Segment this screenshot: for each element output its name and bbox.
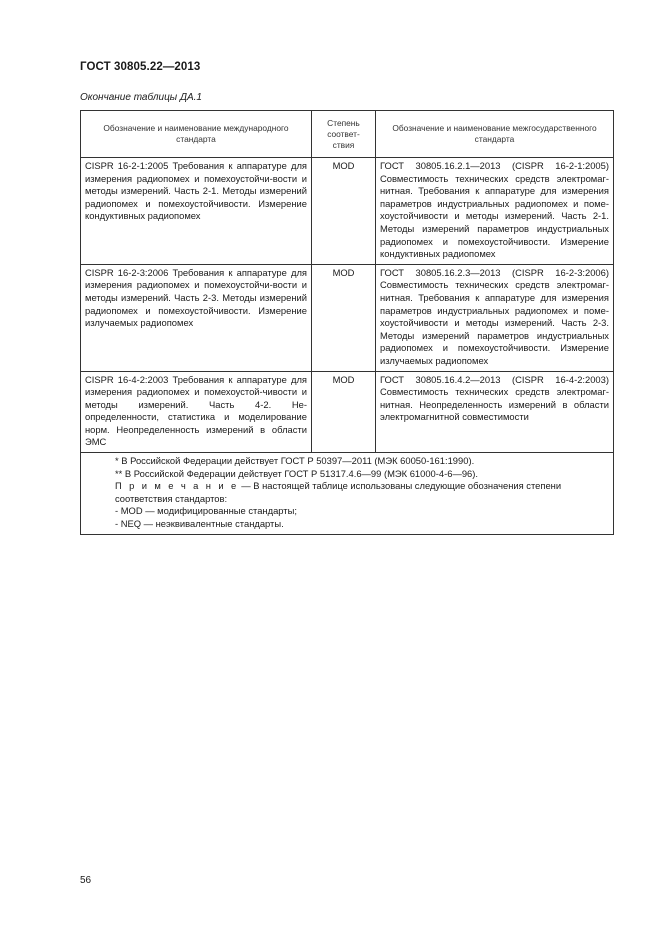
footnote-1: * В Российской Федерации действует ГОСТ Р 50397—2011 (МЭК 60050-161:1990). xyxy=(115,455,475,467)
cell-degree: MOD xyxy=(312,371,376,453)
table-header-row xyxy=(81,111,614,158)
cell-international-standard: CISPR 16-4-2:2003 Требования к аппаратуре для измерения радиопомех и помехоустой-чивости и методы измерений. Часть 4-2. Не-определенности, статистика и моделирование норм. Неопределенность измерений в области ЭМС xyxy=(81,371,312,453)
table-row xyxy=(81,371,614,453)
cell-interstate-standard: ГОСТ 30805.16.2.3—2013 (CISPR 16-2-3:2006) Совместимость технических средств электромаг-нитная. Требования к аппаратуре для измерения параметров индустриальных радиопомех и поме-хоустойчивости и методы измерений. Часть 2-3. Методы измерений параметров индустриальных радиопомех и помехоустойчивости. Измерение излучаемых радиопомех xyxy=(376,264,614,371)
table-footnotes-row xyxy=(81,453,614,535)
cell-interstate-standard: ГОСТ 30805.16.4.2—2013 (CISPR 16-4-2:2003) Совместимость технических средств электромаг-нитная. Неопределенность измерений в области электромагнитной совместимости xyxy=(376,371,614,453)
document-code: ГОСТ 30805.22—2013 xyxy=(80,61,201,73)
cell-degree: MOD xyxy=(312,264,376,371)
note-text: — В настоящей таблице использованы следующие обозначения степени соответствия стандартов: xyxy=(115,480,562,504)
page-number: 56 xyxy=(80,875,92,886)
note-item-neq: - NEQ — неэквивалентные стандарты. xyxy=(115,518,284,530)
table-caption: Окончание таблицы ДА.1 xyxy=(80,92,202,103)
note-label: П р и м е ч а н и е xyxy=(115,480,239,492)
note xyxy=(85,480,609,505)
footnote-2: ** В Российской Федерации действует ГОСТ Р 51317.4.6—99 (МЭК 61000-4-6—96). xyxy=(115,467,478,479)
cell-international-standard: CISPR 16-2-3:2006 Требования к аппаратуре для измерения радиопомех и помехоустойчи-вости и методы измерений. Часть 2-3. Методы измерений радиопомех и помехоустойчивости. Измерение излучаемых радиопомех xyxy=(81,264,312,371)
header-international: Обозначение и наименование международного стандарта xyxy=(81,111,312,158)
header-degree: Степень соответ-ствия xyxy=(312,111,376,158)
table-footnotes xyxy=(81,453,614,535)
note-item-mod: - MOD — модифицированные стандарты; xyxy=(115,505,297,517)
cell-international-standard: CISPR 16-2-1:2005 Требования к аппаратуре для измерения радиопомех и помехоустойчи-вости и методы измерений. Часть 2-1. Методы измерений радиопомех и помехоустойчивости. Измерение кондуктивных радиопомех xyxy=(81,158,312,265)
table-row xyxy=(81,158,614,265)
table-row xyxy=(81,264,614,371)
cell-degree: MOD xyxy=(312,158,376,265)
header-interstate: Обозначение и наименование межгосударственного стандарта xyxy=(376,111,614,158)
standards-table xyxy=(80,110,614,535)
cell-interstate-standard: ГОСТ 30805.16.2.1—2013 (CISPR 16-2-1:2005) Совместимость технических средств электромаг-нитная. Требования к аппаратуре для измерения параметров индустриальных радиопомех и поме-хоустойчивости и методы измерений. Часть 2-1. Методы измерений параметров индустриальных радиопомех и помехоустойчивости. Измерение кондуктивных радиопомех xyxy=(376,158,614,265)
